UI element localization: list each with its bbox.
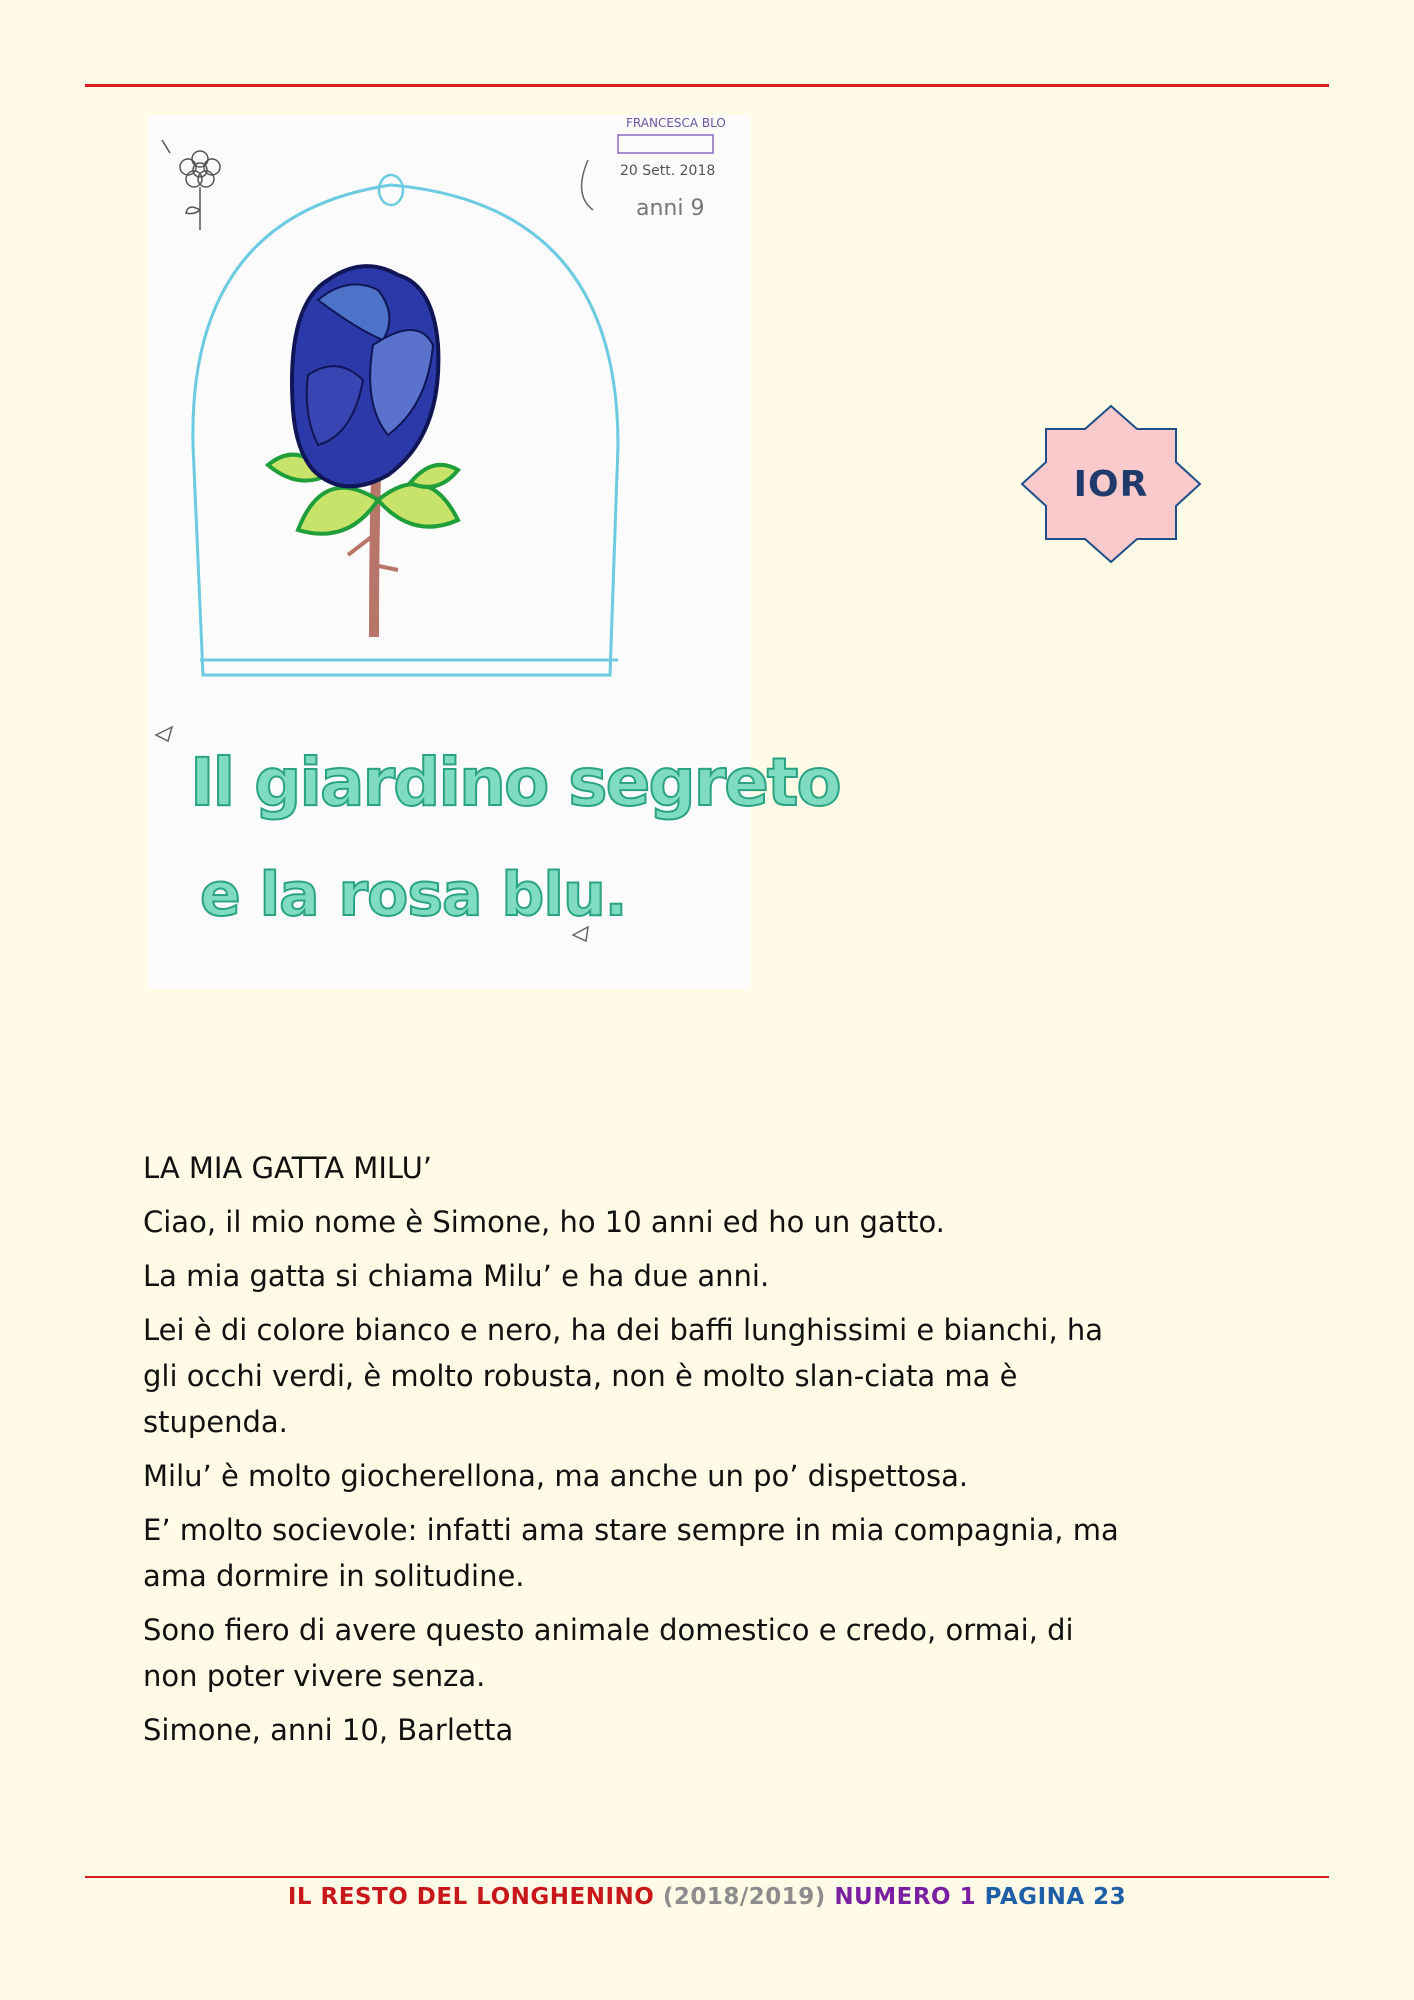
- date-text: 20 Sett. 2018: [620, 163, 716, 179]
- caption-line-1: Il giardino segreto: [190, 744, 840, 821]
- top-divider: [85, 84, 1329, 87]
- age-text: anni 9: [636, 196, 705, 221]
- footer-journal: IL RESTO DEL LONGHENINO: [287, 1884, 655, 1910]
- flower-doodle-icon: [162, 140, 220, 230]
- story-paragraph: Sono fiero di avere questo animale domestico e credo, ormai, di non poter vivere senza.: [143, 1613, 1074, 1693]
- story-paragraph: La mia gatta si chiama Milu’ e ha due anni.: [143, 1259, 770, 1293]
- caption-line-2: e la rosa blu.: [200, 860, 627, 930]
- story-paragraph: E’ molto socievole: infatti ama stare sempre in mia compagnia, ma ama dormire in solitudine.: [143, 1513, 1119, 1593]
- story: [143, 1145, 1123, 1761]
- footer-year: (2018/2019): [662, 1884, 826, 1910]
- footer-page: PAGINA 23: [984, 1884, 1127, 1910]
- signature-stamp: [582, 116, 726, 221]
- blue-rose: [292, 266, 438, 486]
- child-drawing-rose-under-glass: [148, 115, 840, 989]
- badge-label: IOR: [1073, 463, 1149, 505]
- story-paragraph: Milu’ è molto giocherellona, ma anche un po’ dispettosa.: [143, 1459, 969, 1493]
- story-signature: Simone, anni 10, Barletta: [143, 1713, 514, 1747]
- story-paragraph: Ciao, il mio nome è Simone, ho 10 anni ed ho un gatto.: [143, 1205, 945, 1239]
- ior-badge: [1018, 402, 1204, 566]
- bottom-divider: [85, 1876, 1329, 1878]
- story-paragraph: Lei è di colore bianco e nero, ha dei baffi lunghissimi e bianchi, ha gli occhi verdi, è molto robusta, non è molto slan-ciata ma è stupenda.: [143, 1313, 1104, 1439]
- footer-issue: NUMERO 1: [834, 1884, 977, 1910]
- page-footer: [0, 1884, 1414, 1910]
- story-title: LA MIA GATTA MILU’: [143, 1151, 433, 1185]
- drawing-caption: [190, 744, 840, 930]
- signature-text: FRANCESCA BLO: [626, 116, 726, 130]
